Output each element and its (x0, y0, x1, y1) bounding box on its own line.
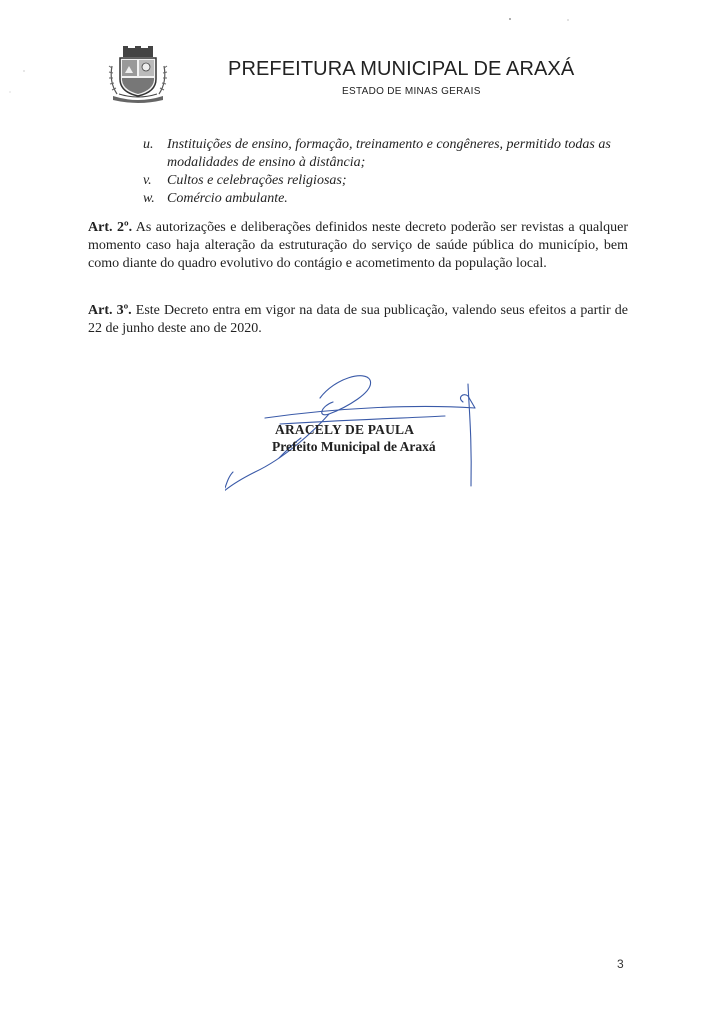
list-marker: v. (143, 173, 152, 188)
article-text: Este Decreto entra em vigor na data de sua publicação, valendo seus efeitos a partir de 22 de junho deste ano de 2020. (88, 303, 628, 336)
page-number: 3 (617, 957, 624, 971)
list-marker: w. (143, 191, 155, 206)
article-label: Art. 3º. (88, 303, 132, 318)
list-item-text: Instituições de ensino, formação, treinamento e congêneres, permitido todas as modalidades de ensino à distância; (167, 137, 611, 170)
article-label: Art. 2º. (88, 220, 133, 235)
list-item (143, 136, 628, 172)
municipal-crest-icon (103, 46, 173, 104)
article-3-paragraph (88, 302, 628, 338)
article-text: As autorizações e deliberações definidos neste decreto poderão ser revistas a qualquer momento caso haja alteração da estruturação do serviço de saúde pública do município, bem como diante do quadro evolutivo do contágio e acometimento da população local. (88, 220, 628, 271)
list-item-text: Cultos e celebrações religiosas; (167, 173, 347, 188)
header-subtitle: ESTADO DE MINAS GERAIS (342, 86, 481, 97)
list-item-text: Comércio ambulante. (167, 191, 288, 206)
list-item (143, 190, 628, 208)
signer-name: ARACELY DE PAULA (275, 422, 415, 437)
signer-title: Prefeito Municipal de Araxá (272, 439, 436, 454)
header-title: PREFEITURA MUNICIPAL DE ARAXÁ (228, 58, 575, 80)
article-2-paragraph (88, 219, 628, 273)
list-marker: u. (143, 137, 154, 152)
item-list (143, 136, 628, 208)
list-item (143, 172, 628, 190)
signature-block (225, 368, 505, 498)
